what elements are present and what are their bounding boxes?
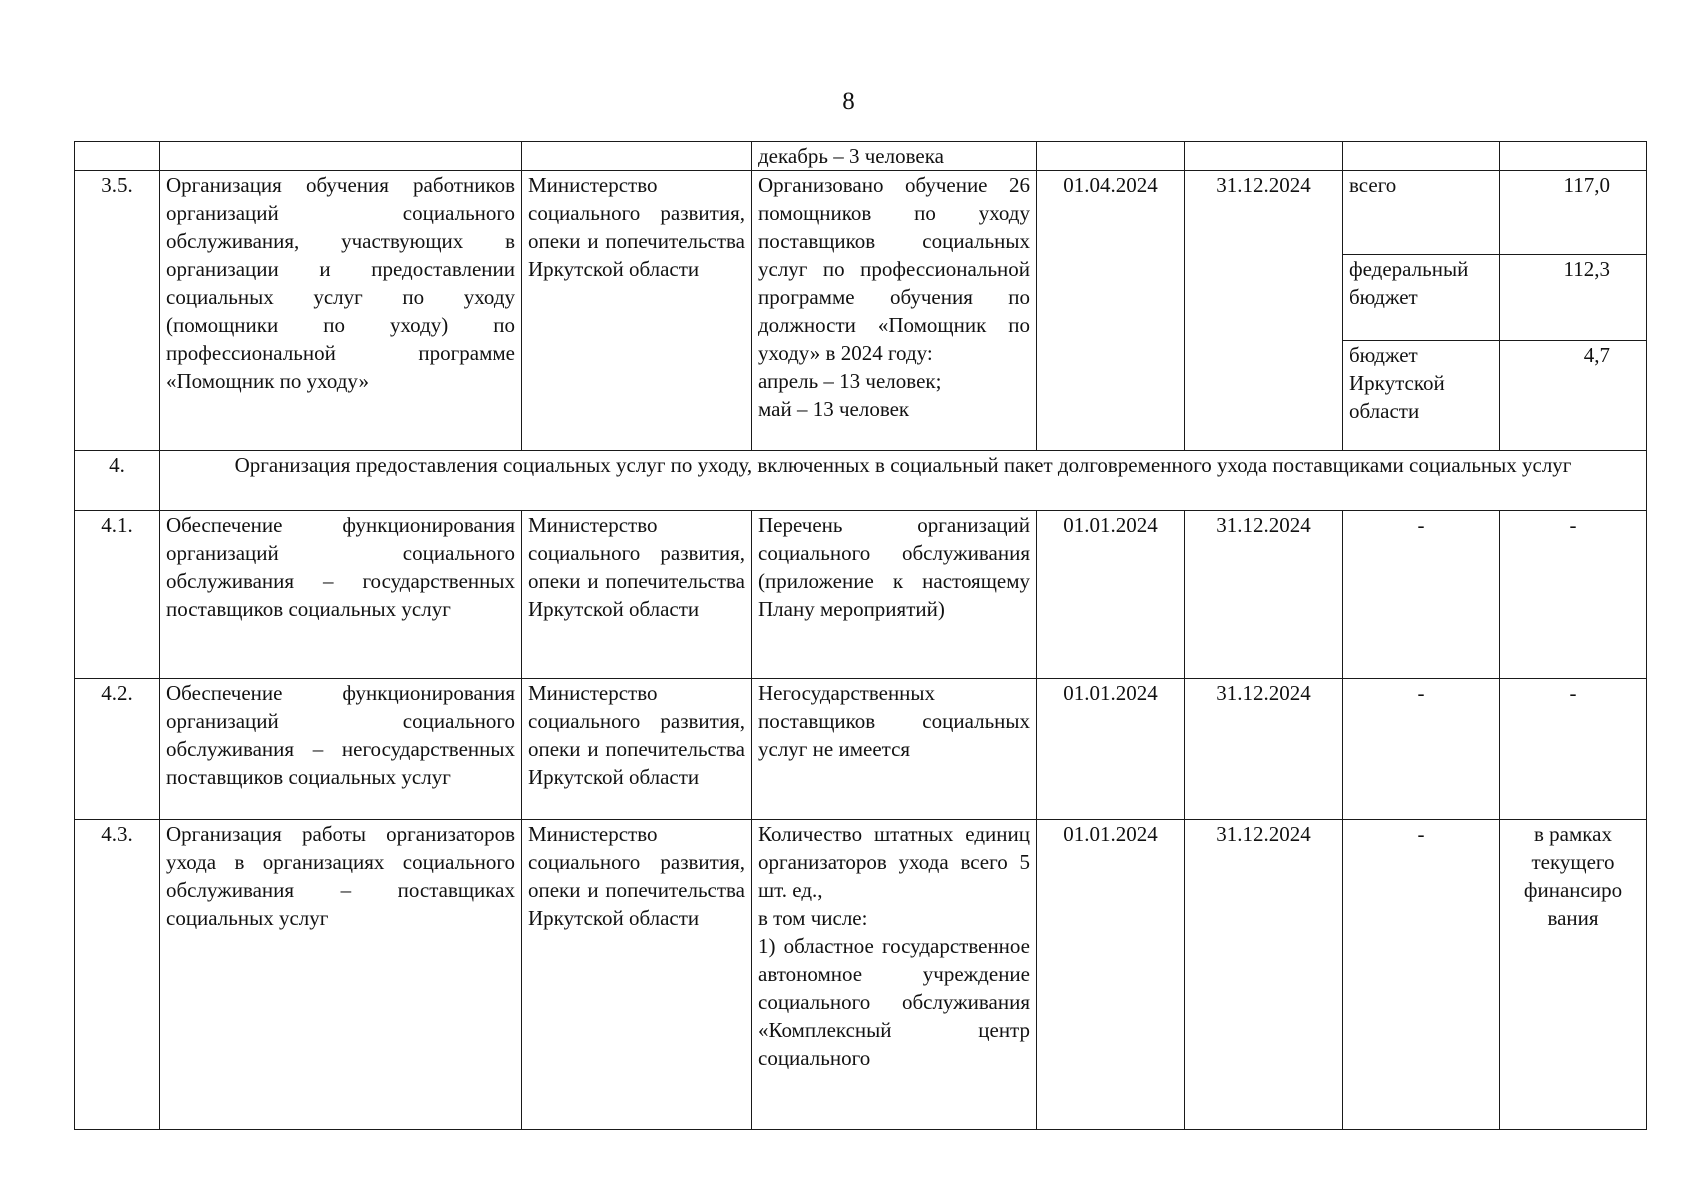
activity-plan-table [74,141,1647,1130]
end-date-cell: 31.12.2024 [1185,171,1343,451]
result-cell: декабрь – 3 человека [752,142,1037,171]
table-row [75,171,1647,255]
funding-source-cell [1343,142,1500,171]
funding-amount-cell: - [1500,511,1647,679]
result-text: Организовано обучение 26 помощников по уходу поставщиков социальных услуг по профессиональной программе обучения по должности «Помощник по уходу» в 2024 году: [758,173,1030,365]
funding-amount-cell: 4,7 [1500,341,1647,451]
activity-cell [160,142,522,171]
result-text: Количество штатных единиц организаторов ухода всего 5 шт. ед., [758,822,1030,902]
page-number: 8 [842,88,855,115]
table-row [75,511,1647,679]
executor-cell: Министерство социального развития, опеки и попечительства Иркутской области [522,511,752,679]
funding-source-cell: всего [1343,171,1500,255]
result-cell [752,171,1037,451]
num-cell: 3.5. [75,171,160,451]
funding-source-cell: - [1343,679,1500,820]
start-date-cell [1037,142,1185,171]
start-date-cell: 01.01.2024 [1037,820,1185,1130]
activity-cell: Организация работы организаторов ухода в организациях социального обслуживания – поставщиках социальных услуг [160,820,522,1130]
end-date-cell: 31.12.2024 [1185,679,1343,820]
num-cell: 4.1. [75,511,160,679]
table-row [75,820,1647,1130]
funding-amount-cell: - [1500,679,1647,820]
funding-amount-cell [1500,142,1647,171]
start-date-cell: 01.01.2024 [1037,511,1185,679]
num-cell: 4.2. [75,679,160,820]
table-row [75,142,1647,171]
executor-cell: Министерство социального развития, опеки и попечительства Иркутской области [522,171,752,451]
end-date-cell: 31.12.2024 [1185,511,1343,679]
executor-cell: Министерство социального развития, опеки и попечительства Иркутской области [522,820,752,1130]
table-row [75,679,1647,820]
num-cell: 4.3. [75,820,160,1130]
end-date-cell: 31.12.2024 [1185,820,1343,1130]
result-cell: Негосударственных поставщиков социальных услуг не имеется [752,679,1037,820]
activity-cell: Организация обучения работников организаций социального обслуживания, участвующих в организации и предоставлении социальных услуг по уходу (помощники по уходу) по профессиональной программе «Помощник по уходу» [160,171,522,451]
start-date-cell: 01.04.2024 [1037,171,1185,451]
executor-cell [522,142,752,171]
funding-amount-cell: 117,0 [1500,171,1647,255]
end-date-cell [1185,142,1343,171]
result-line: 1) областное государственное автономное учреждение социального обслуживания «Комплексный центр социального [758,934,1030,1070]
funding-source-cell: федеральный бюджет [1343,255,1500,341]
funding-source-cell: - [1343,820,1500,1130]
activity-cell: Обеспечение функционирования организаций социального обслуживания – негосударственных поставщиков социальных услуг [160,679,522,820]
funding-amount-cell: 112,3 [1500,255,1647,341]
funding-amount-cell: в рамках текущего финансиро вания [1500,820,1647,1130]
section-row [75,451,1647,511]
result-line: май – 13 человек [758,397,910,421]
result-cell: Перечень организаций социального обслуживания (приложение к настоящему Плану мероприятий) [752,511,1037,679]
executor-cell: Министерство социального развития, опеки и попечительства Иркутской области [522,679,752,820]
funding-source-cell: бюджет Иркутской области [1343,341,1500,451]
num-cell: 4. [75,451,160,511]
result-line: апрель – 13 человек; [758,369,942,393]
section-title: Организация предоставления социальных услуг по уходу, включенных в социальный пакет долговременного ухода поставщиками социальных услуг [160,451,1647,511]
result-line: в том числе: [758,906,868,930]
activity-cell: Обеспечение функционирования организаций социального обслуживания – государственных поставщиков социальных услуг [160,511,522,679]
result-cell [752,820,1037,1130]
num-cell [75,142,160,171]
start-date-cell: 01.01.2024 [1037,679,1185,820]
funding-source-cell: - [1343,511,1500,679]
